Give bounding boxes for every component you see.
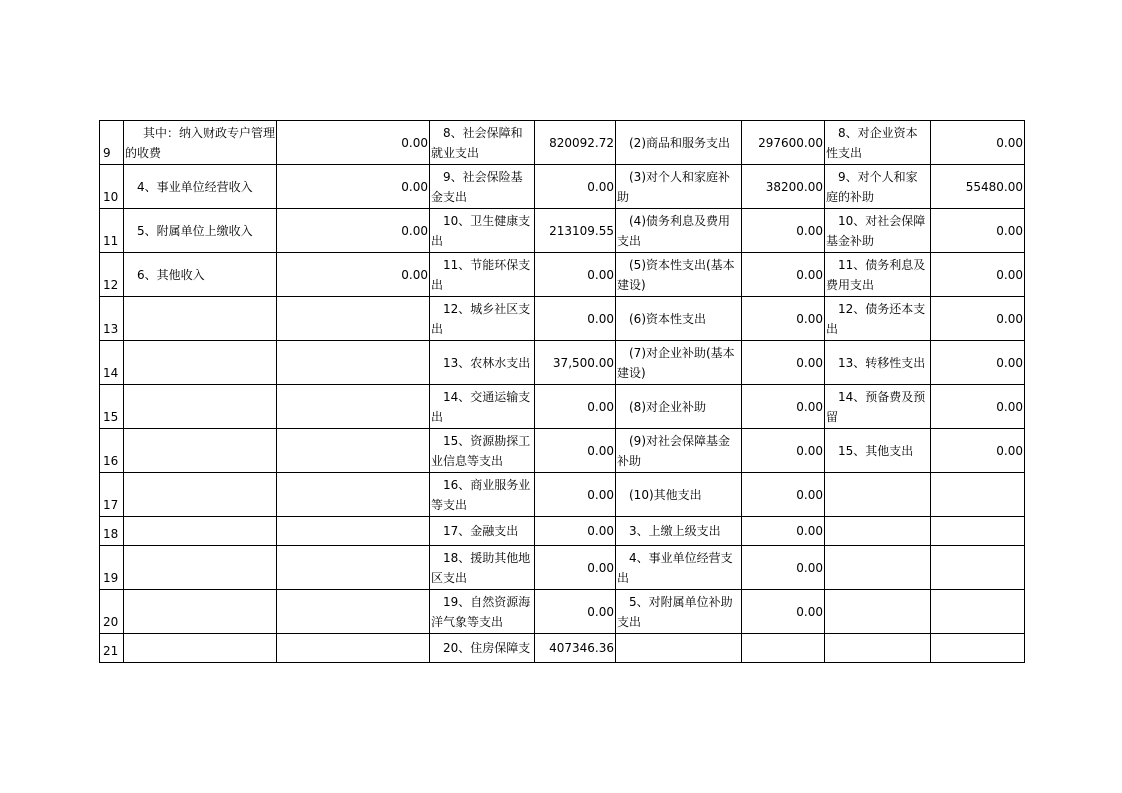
- function-category-text: 10、卫生健康支出: [431, 213, 531, 248]
- row-number: 15: [100, 385, 124, 429]
- economic-category-amount: 0.00: [742, 429, 825, 473]
- function-category-label: [430, 473, 535, 517]
- function-category-label: [430, 546, 535, 590]
- income-item-label: [124, 253, 277, 297]
- income-item-label: [124, 634, 277, 663]
- economic-category-text: 5、对附属单位补助支出: [617, 594, 733, 629]
- govt-economic-category-label: [825, 209, 931, 253]
- economic-category-amount: 0.00: [742, 385, 825, 429]
- row-number: 21: [100, 634, 124, 663]
- govt-economic-category-text: 9、对个人和家庭的补助: [826, 169, 918, 204]
- table-row: [100, 590, 1025, 634]
- economic-category-text: (5)资本性支出(基本建设): [617, 257, 735, 292]
- govt-economic-category-label: [825, 429, 931, 473]
- row-number: 11: [100, 209, 124, 253]
- function-category-text: 14、交通运输支出: [431, 389, 531, 424]
- table-row: [100, 517, 1025, 546]
- function-category-text: 16、商业服务业等支出: [431, 477, 531, 512]
- economic-category-text: (7)对企业补助(基本建设): [617, 345, 735, 380]
- economic-category-label: [616, 297, 742, 341]
- table-row: [100, 546, 1025, 590]
- function-category-amount: 0.00: [535, 429, 616, 473]
- function-category-text: 13、农林水支出: [443, 355, 531, 370]
- function-category-amount: 407346.36: [535, 634, 616, 663]
- income-item-label: [124, 546, 277, 590]
- row-number: 18: [100, 517, 124, 546]
- table-row: [100, 165, 1025, 209]
- income-item-label: [124, 517, 277, 546]
- govt-economic-category-label: [825, 473, 931, 517]
- function-category-amount: 0.00: [535, 517, 616, 546]
- function-category-text: 9、社会保险基金支出: [431, 169, 523, 204]
- function-category-amount: 0.00: [535, 590, 616, 634]
- govt-economic-category-amount: 0.00: [931, 297, 1025, 341]
- budget-table: [99, 120, 1025, 663]
- function-category-label: [430, 341, 535, 385]
- table-row: [100, 473, 1025, 517]
- table-body: [100, 121, 1025, 663]
- function-category-label: [430, 517, 535, 546]
- function-category-amount: 0.00: [535, 473, 616, 517]
- govt-economic-category-label: [825, 121, 931, 165]
- govt-economic-category-label: [825, 385, 931, 429]
- function-category-label: [430, 634, 535, 663]
- income-item-label: [124, 209, 277, 253]
- govt-economic-category-amount: 0.00: [931, 385, 1025, 429]
- govt-economic-category-amount: [931, 590, 1025, 634]
- govt-economic-category-label: [825, 546, 931, 590]
- economic-category-label: [616, 546, 742, 590]
- economic-category-amount: 0.00: [742, 297, 825, 341]
- economic-category-label: [616, 473, 742, 517]
- income-item-amount: 0.00: [277, 209, 430, 253]
- govt-economic-category-amount: 0.00: [931, 253, 1025, 297]
- function-category-amount: 37,500.00: [535, 341, 616, 385]
- income-item-amount: 0.00: [277, 165, 430, 209]
- govt-economic-category-text: 11、债务利息及费用支出: [826, 257, 926, 292]
- economic-category-amount: 0.00: [742, 209, 825, 253]
- economic-category-amount: 297600.00: [742, 121, 825, 165]
- govt-economic-category-label: [825, 590, 931, 634]
- table-row: [100, 429, 1025, 473]
- row-number: 19: [100, 546, 124, 590]
- function-category-text: 17、金融支出: [443, 524, 519, 538]
- table-row: [100, 634, 1025, 663]
- govt-economic-category-label: [825, 165, 931, 209]
- function-category-label: [430, 297, 535, 341]
- function-category-amount: 0.00: [535, 165, 616, 209]
- row-number: 17: [100, 473, 124, 517]
- income-item-text: 4、事业单位经营收入: [137, 179, 253, 194]
- income-item-label: [124, 590, 277, 634]
- govt-economic-category-text: 15、其他支出: [838, 443, 914, 458]
- row-number: 14: [100, 341, 124, 385]
- govt-economic-category-amount: 0.00: [931, 429, 1025, 473]
- function-category-text: 15、资源勘探工业信息等支出: [431, 433, 531, 468]
- income-item-amount: [277, 634, 430, 663]
- govt-economic-category-text: 13、转移性支出: [838, 355, 926, 370]
- income-item-amount: [277, 297, 430, 341]
- function-category-amount: 0.00: [535, 253, 616, 297]
- govt-economic-category-amount: [931, 634, 1025, 663]
- economic-category-text: (4)债务利息及费用支出: [617, 213, 730, 248]
- economic-category-amount: 0.00: [742, 546, 825, 590]
- function-category-label: [430, 253, 535, 297]
- row-number: 13: [100, 297, 124, 341]
- economic-category-label: [616, 341, 742, 385]
- economic-category-text: (6)资本性支出: [629, 311, 706, 326]
- income-item-amount: 0.00: [277, 253, 430, 297]
- row-number: 16: [100, 429, 124, 473]
- function-category-amount: 0.00: [535, 297, 616, 341]
- govt-economic-category-label: [825, 634, 931, 663]
- economic-category-amount: 38200.00: [742, 165, 825, 209]
- economic-category-text: (3)对个人和家庭补助: [617, 169, 730, 204]
- income-item-amount: [277, 429, 430, 473]
- govt-economic-category-amount: [931, 546, 1025, 590]
- function-category-label: [430, 209, 535, 253]
- function-category-label: [430, 165, 535, 209]
- govt-economic-category-amount: 55480.00: [931, 165, 1025, 209]
- table-row: [100, 385, 1025, 429]
- row-number: 9: [100, 121, 124, 165]
- govt-economic-category-amount: 0.00: [931, 341, 1025, 385]
- govt-economic-category-label: [825, 253, 931, 297]
- economic-category-amount: 0.00: [742, 253, 825, 297]
- govt-economic-category-text: 12、债务还本支出: [826, 301, 926, 336]
- income-item-amount: [277, 517, 430, 546]
- economic-category-text: (8)对企业补助: [629, 399, 706, 414]
- income-item-amount: [277, 385, 430, 429]
- economic-category-label: [616, 385, 742, 429]
- economic-category-text: (10)其他支出: [629, 487, 702, 502]
- economic-category-label: [616, 517, 742, 546]
- economic-category-amount: 0.00: [742, 473, 825, 517]
- govt-economic-category-amount: 0.00: [931, 209, 1025, 253]
- economic-category-label: [616, 121, 742, 165]
- function-category-text: 19、自然资源海洋气象等支出: [431, 594, 531, 629]
- table-row: [100, 253, 1025, 297]
- function-category-text: 11、节能环保支出: [431, 257, 531, 292]
- function-category-amount: 213109.55: [535, 209, 616, 253]
- income-item-label: [124, 429, 277, 473]
- row-number: 12: [100, 253, 124, 297]
- govt-economic-category-text: 10、对社会保障基金补助: [826, 213, 926, 248]
- row-number: 10: [100, 165, 124, 209]
- row-number: 20: [100, 590, 124, 634]
- function-category-label: [430, 429, 535, 473]
- table-row: [100, 341, 1025, 385]
- economic-category-label: [616, 590, 742, 634]
- economic-category-label: [616, 634, 742, 663]
- income-item-amount: [277, 590, 430, 634]
- govt-economic-category-amount: 0.00: [931, 121, 1025, 165]
- function-category-amount: 0.00: [535, 546, 616, 590]
- function-category-text: 20、住房保障支: [443, 641, 531, 655]
- income-item-amount: [277, 546, 430, 590]
- income-item-label: [124, 297, 277, 341]
- function-category-label: [430, 385, 535, 429]
- function-category-label: [430, 121, 535, 165]
- income-item-label: [124, 341, 277, 385]
- economic-category-amount: 0.00: [742, 341, 825, 385]
- govt-economic-category-label: [825, 341, 931, 385]
- income-item-amount: 0.00: [277, 121, 430, 165]
- table-row: [100, 209, 1025, 253]
- govt-economic-category-amount: [931, 517, 1025, 546]
- function-category-amount: 820092.72: [535, 121, 616, 165]
- economic-category-text: (9)对社会保障基金补助: [617, 433, 730, 468]
- function-category-label: [430, 590, 535, 634]
- function-category-text: 12、城乡社区支出: [431, 301, 531, 336]
- economic-category-amount: 0.00: [742, 590, 825, 634]
- function-category-text: 8、社会保障和就业支出: [431, 125, 523, 160]
- economic-category-label: [616, 165, 742, 209]
- income-item-text: 6、其他收入: [137, 267, 205, 282]
- table-row: [100, 121, 1025, 165]
- table-row: [100, 297, 1025, 341]
- income-item-text: 其中：纳入财政专户管理的收费: [125, 125, 276, 160]
- govt-economic-category-amount: [931, 473, 1025, 517]
- economic-category-amount: [742, 634, 825, 663]
- economic-category-text: 3、上缴上级支出: [629, 524, 721, 538]
- income-item-amount: [277, 341, 430, 385]
- govt-economic-category-label: [825, 297, 931, 341]
- govt-economic-category-text: 8、对企业资本性支出: [826, 125, 918, 160]
- income-item-label: [124, 121, 277, 165]
- income-item-label: [124, 473, 277, 517]
- economic-category-amount: 0.00: [742, 517, 825, 546]
- economic-category-text: (2)商品和服务支出: [629, 135, 730, 150]
- income-item-label: [124, 165, 277, 209]
- income-item-text: 5、附属单位上缴收入: [137, 223, 253, 238]
- economic-category-label: [616, 209, 742, 253]
- economic-category-label: [616, 429, 742, 473]
- economic-category-label: [616, 253, 742, 297]
- govt-economic-category-text: 14、预备费及预留: [826, 389, 926, 424]
- function-category-amount: 0.00: [535, 385, 616, 429]
- income-item-label: [124, 385, 277, 429]
- economic-category-text: 4、事业单位经营支出: [617, 550, 733, 585]
- govt-economic-category-label: [825, 517, 931, 546]
- income-item-amount: [277, 473, 430, 517]
- function-category-text: 18、援助其他地区支出: [431, 550, 531, 585]
